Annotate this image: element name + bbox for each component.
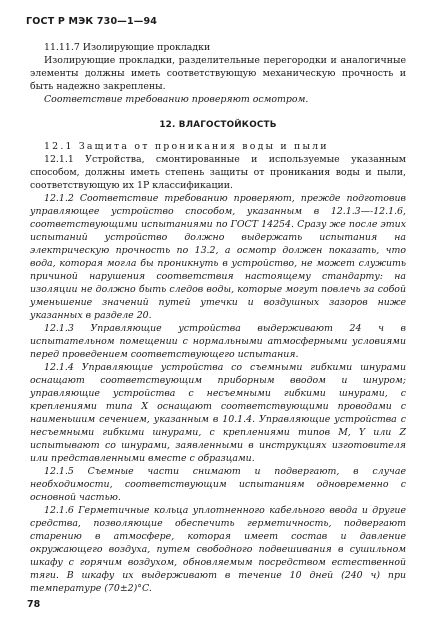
- section-title-11-11-7: 11.11.7 Изолирующие прокладки: [44, 42, 211, 53]
- subsection-title-12-1: 12.1 Защита от проникания воды и пыли: [44, 141, 329, 152]
- compliance-check-11-11-7: Соответствие требованию проверяют осмотром.: [44, 94, 309, 105]
- section-heading-12: 12. ВЛАГОСТОЙКОСТЬ: [159, 120, 277, 130]
- paragraph-11-11-7: Изолирующие прокладки, разделительные перегородки и аналогичные элементы должны иметь соответствующую механическую прочность и быть надежно закреплены.: [30, 55, 406, 92]
- document-header: ГОСТ Р МЭК 730—1—94: [26, 16, 158, 27]
- page-number: 78: [27, 599, 41, 610]
- paragraph-12-1-1: 12.1.1 Устройства, смонтированные и используемые указанным способом, должны иметь степень защиты от проникания воды и пыли, соответствующую их 1Р классификации.: [30, 154, 406, 191]
- document-page: [26, 16, 406, 610]
- paragraph-12-1-2: 12.1.2 Соответствие требованию проверяют, прежде подготовив управляющее устройство способом, указанным в 12.1.3—-12.1.6, соответствующими испытаниями по ГОСТ 14254. Сразу же после этих испытаний устройство должно выдержать испытания на электрическую прочность по 13.2, а осмотр должен показать, что вода, которая могла бы проникнуть в устройство, не может служить причиной нарушения соответствия настоящему стандарту: на изоляции не должно быть следов воды, которые могут повлечь за собой уменьшение значений путей утечки и воздушных зазоров ниже указанных в разделе 20.: [30, 193, 406, 321]
- paragraph-12-1-3: 12.1.3 Управляющие устройства выдерживают 24 ч в испытательном помещении с нормальными атмосферными условиями перед проведением соответствующего испытания.: [30, 323, 406, 360]
- paragraph-12-1-6: 12.1.6 Герметичные кольца уплотненного кабельного ввода и другие средства, позволяющие обеспечить герметичность, подвергают старению в атмосфере, которая имеет состав и давление окружающего воздуха, путем свободного подвешивания в сушильном шкафу с горячим воздухом, обновляемым посредством естественной тяги. В шкафу их выдерживают в течение 10 дней (240 ч) при температуре (70±2)°C.: [30, 505, 406, 594]
- paragraph-12-1-4: 12.1.4 Управляющие устройства со съемными гибкими шнурами оснащают соответствующим приборным вводом и шнуром; управляющие устройства с несъемными гибкими шнурами, с креплениями типа X оснащают соответствующими проводами с наименьшим сечением, указанным в 10.1.4. Управляющие устройства с несъемными гибкими шнурами, с креплениями типов M, Y или Z испытывают со шнурами, заявленными в инструкциях изготовителя или представленными вместе с образцами.: [30, 362, 406, 464]
- paragraph-12-1-5: 12.1.5 Съемные части снимают и подвергают, в случае необходимости, соответствующим испытаниям одновременно с основной частью.: [30, 466, 406, 503]
